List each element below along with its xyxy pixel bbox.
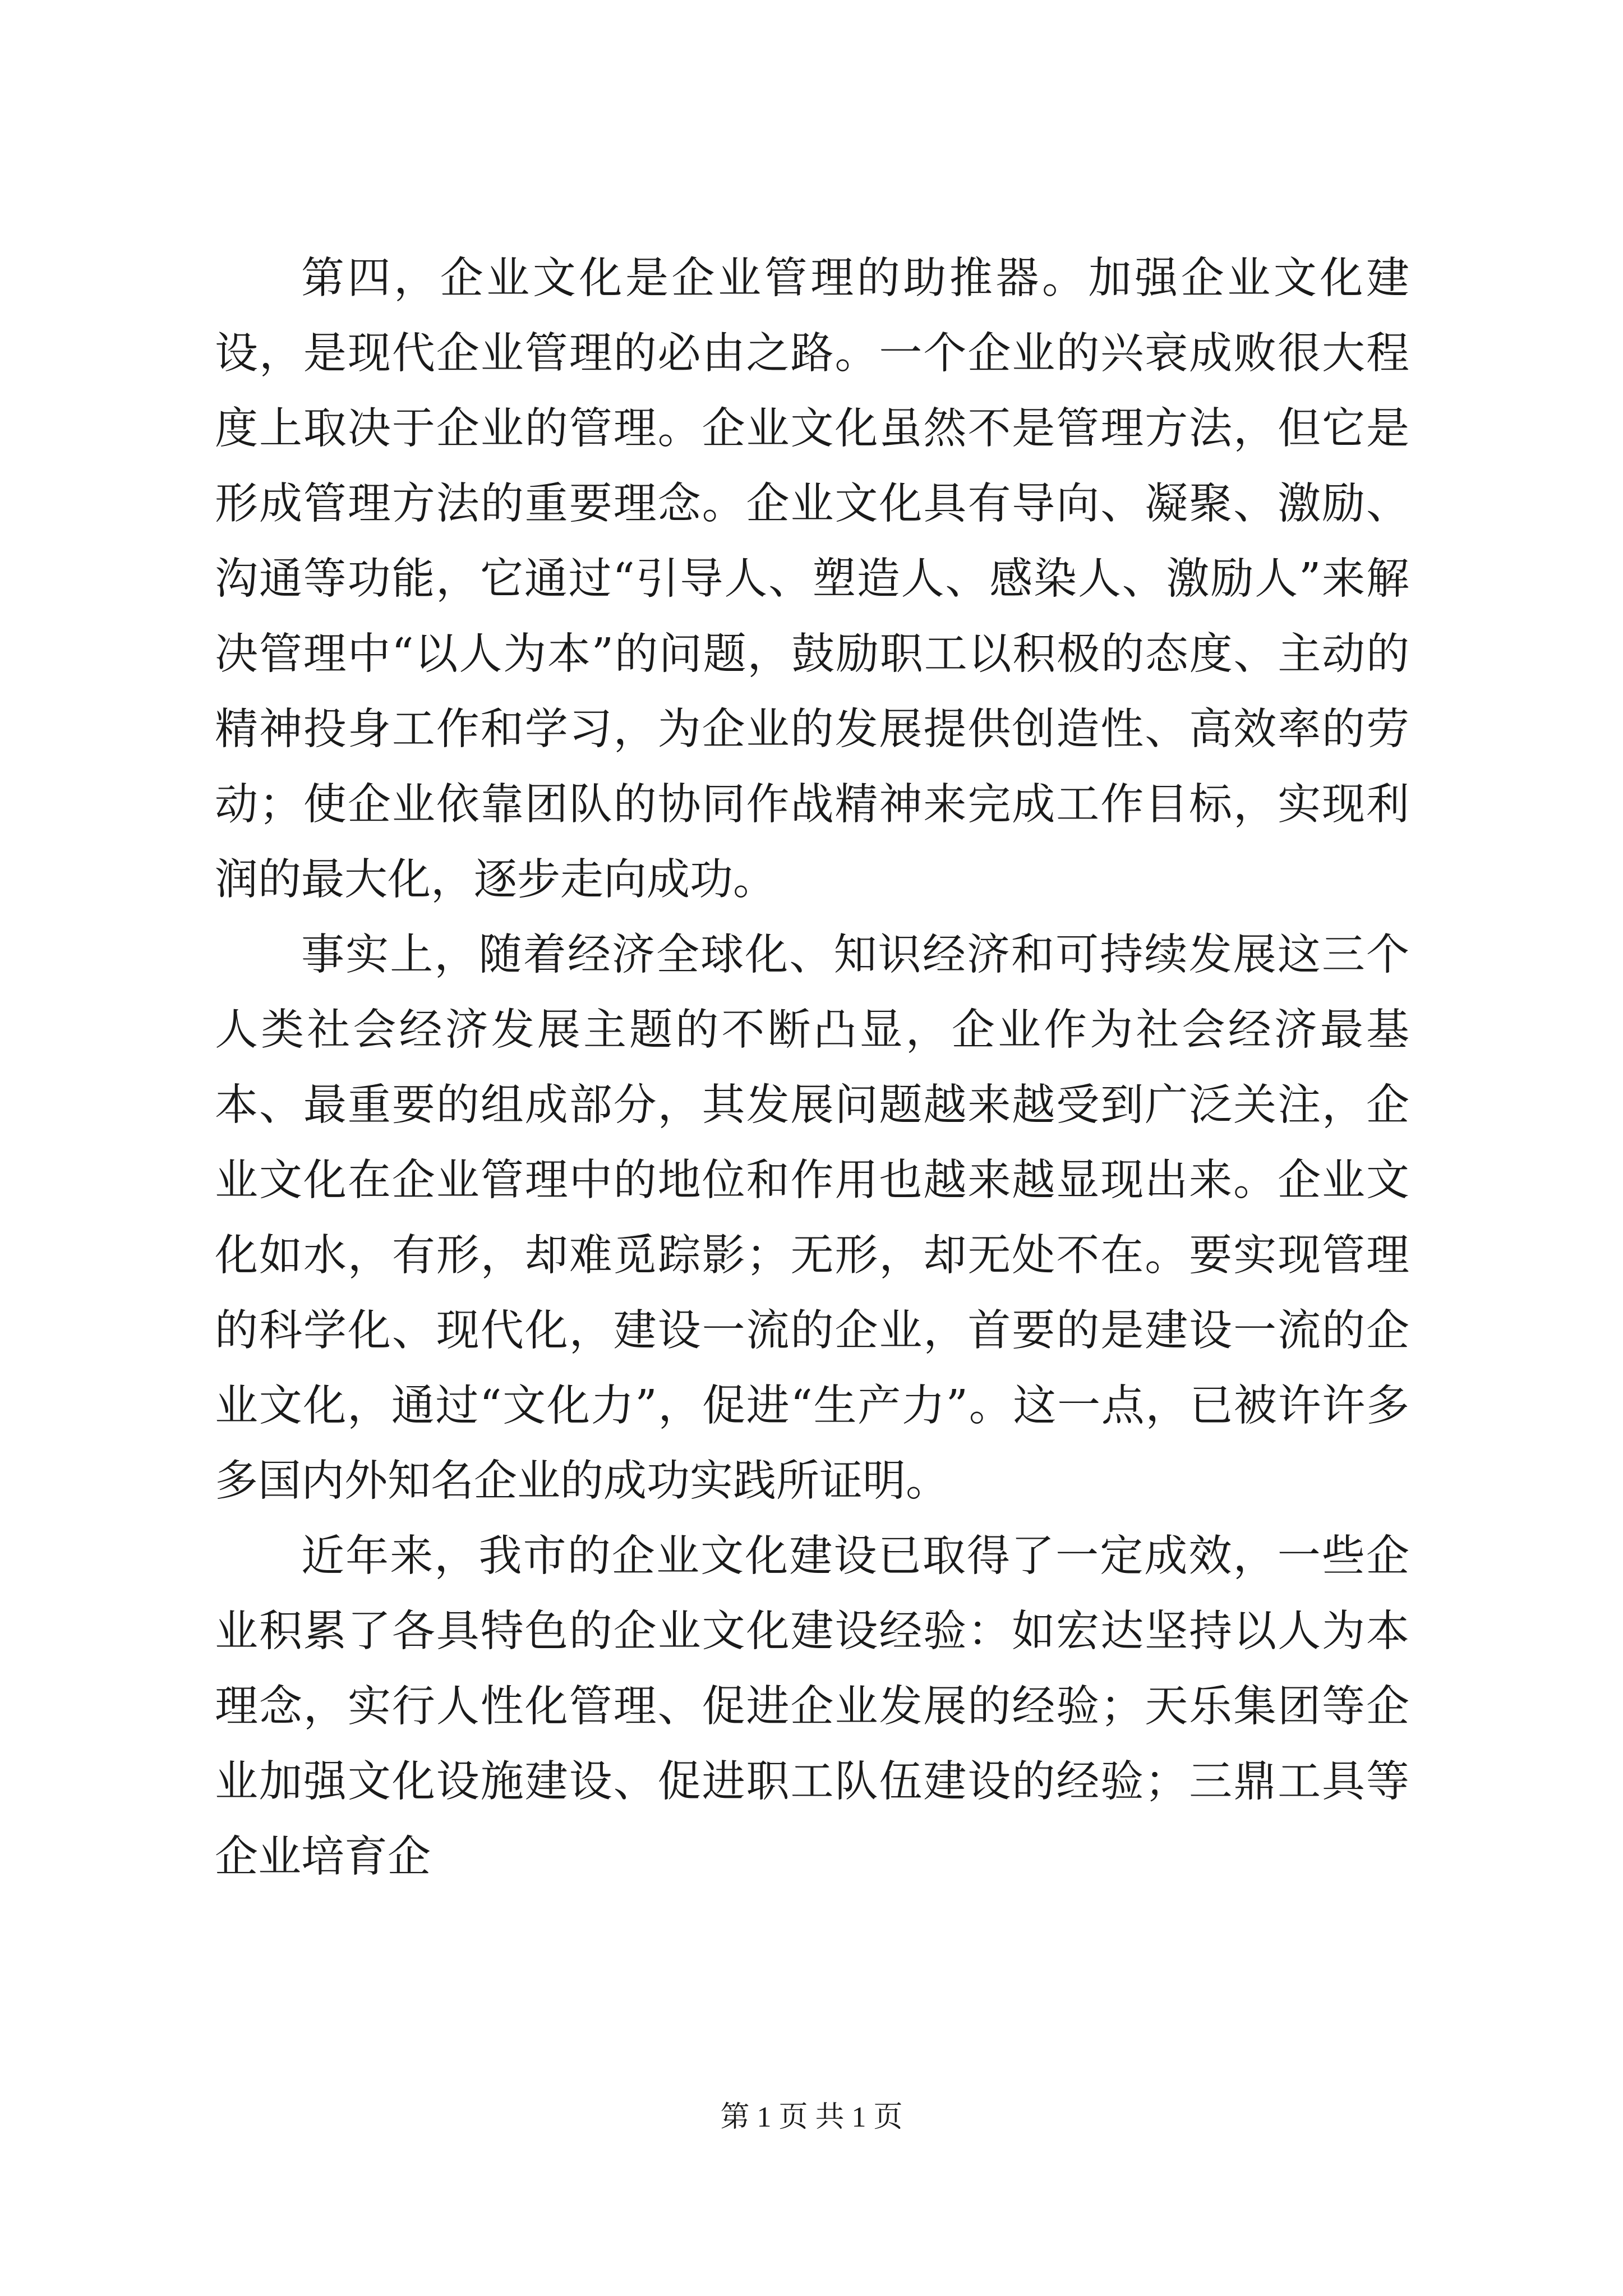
- page-number-label: 第 1 页 共 1 页: [720, 2101, 903, 2133]
- page-footer: [0, 2098, 1623, 2137]
- paragraph-2: 事实上，随着经济全球化、知识经济和可持续发展这三个人类社会经济发展主题的不断凸显，企业作为社会经济最基本、最重要的组成部分，其发展问题越来越受到广泛关注，企业文化在企业管理中的地位和作用也越来越显现出来。企业文化如水，有形，却难觅踪影；无形，却无处不在。要实现管理的科学化、现代化，建设一流的企业，首要的是建设一流的企业文化，通过“文化力”，促进“生产力”。这一点，已被许许多多国内外知名企业的成功实践所证明。: [215, 930, 1409, 1506]
- paragraph-1: 第四，企业文化是企业管理的助推器。加强企业文化建设，是现代企业管理的必由之路。一个企业的兴衰成败很大程度上取决于企业的管理。企业文化虽然不是管理方法，但它是形成管理方法的重要理念。企业文化具有导向、凝聚、激励、沟通等功能，它通过“引导人、塑造人、感染人、激励人”来解决管理中“以人为本”的问题，鼓励职工以积极的态度、主动的精神投身工作和学习，为企业的发展提供创造性、高效率的劳动；使企业依靠团队的协同作战精神来完成工作目标，实现利润的最大化，逐步走向成功。: [215, 254, 1409, 905]
- body-text: [215, 241, 1409, 1895]
- paragraph-3: 近年来，我市的企业文化建设已取得了一定成效，一些企业积累了各具特色的企业文化建设经验：如宏达坚持以人为本理念，实行人性化管理、促进企业发展的经验；天乐集团等企业加强文化设施建设、促进职工队伍建设的经验；三鼎工具等企业培育企: [215, 1531, 1409, 1882]
